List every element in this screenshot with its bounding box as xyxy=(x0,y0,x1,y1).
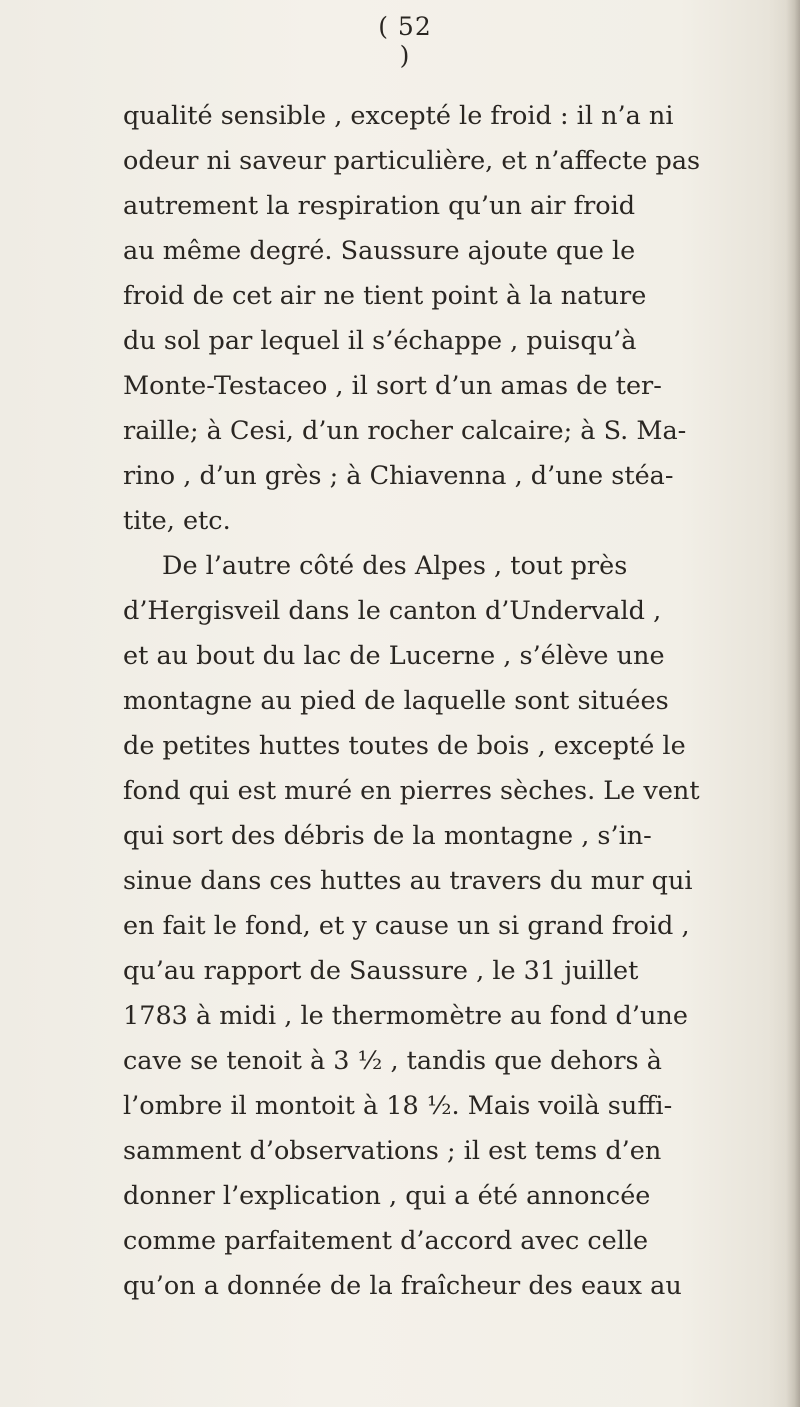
page-number: ( 52 ) xyxy=(378,12,432,70)
text-line: odeur ni saveur particulière, et n’affecte pas xyxy=(123,146,701,176)
text-line: samment d’observations ; il est tems d’en xyxy=(123,1136,662,1166)
text-line: qui sort des débris de la montagne , s’in- xyxy=(123,821,652,851)
text-line: qu’on a donnée de la fraîcheur des eaux au xyxy=(123,1271,682,1301)
text-line: au même degré. Saussure ajoute que le xyxy=(123,236,636,266)
text-line: sinue dans ces huttes au travers du mur qui xyxy=(123,866,693,896)
paragraph-start-line: De l’autre côté des Alpes , tout près xyxy=(162,551,628,581)
text-line: cave se tenoit à 3 ½ , tandis que dehors à xyxy=(123,1046,662,1076)
text-line: 1783 à midi , le thermomètre au fond d’une xyxy=(123,1001,688,1031)
text-line: et au bout du lac de Lucerne , s’élève une xyxy=(123,641,665,671)
text-line: en fait le fond, et y cause un si grand froid , xyxy=(123,911,690,941)
text-line: qualité sensible , excepté le froid : il n’a ni xyxy=(123,101,674,131)
text-line: montagne au pied de laquelle sont situées xyxy=(123,686,669,716)
text-line: du sol par lequel il s’échappe , puisqu’à xyxy=(123,326,637,356)
text-line: qu’au rapport de Saussure , le 31 juillet xyxy=(123,956,639,986)
text-line: rino , d’un grès ; à Chiavenna , d’une stéa- xyxy=(123,461,674,491)
text-line: tite, etc. xyxy=(123,506,231,536)
text-line: donner l’explication , qui a été annoncée xyxy=(123,1181,651,1211)
text-line: comme parfaitement d’accord avec celle xyxy=(123,1226,649,1256)
text-line: d’Hergisveil dans le canton d’Undervald , xyxy=(123,596,662,626)
text-line: raille; à Cesi, d’un rocher calcaire; à S. Ma- xyxy=(123,416,687,446)
text-line: de petites huttes toutes de bois , excepté le xyxy=(123,731,686,761)
text-line: fond qui est muré en pierres sèches. Le vent xyxy=(123,776,700,806)
text-line: l’ombre il montoit à 18 ½. Mais voilà suffi- xyxy=(123,1091,673,1121)
text-line: autrement la respiration qu’un air froid xyxy=(123,191,636,221)
text-line: Monte-Testaceo , il sort d’un amas de ter- xyxy=(123,371,662,401)
text-line: froid de cet air ne tient point à la nature xyxy=(123,281,647,311)
